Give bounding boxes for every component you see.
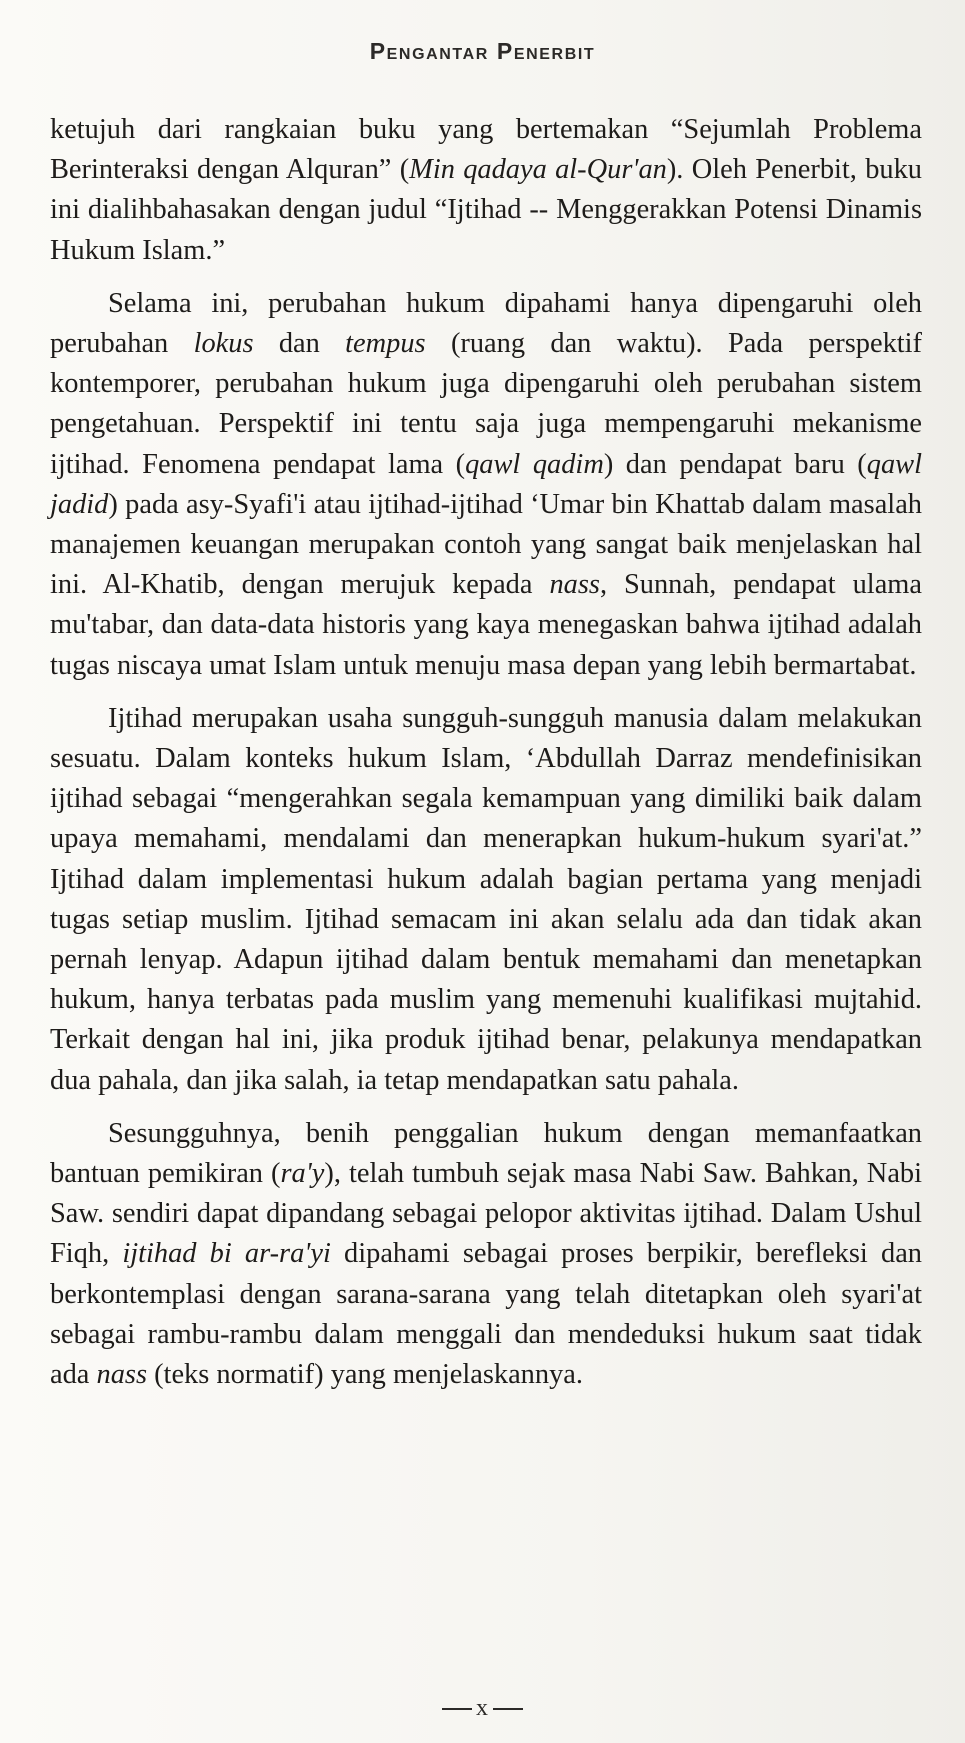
text-run: Sesungguhnya, benih penggalian hukum dengan memanfaatkan bantuan pemikiran ( — [50, 1117, 922, 1190]
text-run: ketujuh dari rangkaian buku yang bertemakan “Sejumlah Problema Berinteraksi dengan Alquran” ( — [50, 114, 922, 186]
italic-term: nass — [96, 1359, 147, 1391]
italic-term: lokus — [193, 328, 254, 360]
italic-term: qawl qadim — [465, 448, 604, 480]
text-run: dan — [253, 328, 346, 360]
italic-term: tempus — [345, 328, 426, 360]
text-run: (teks normatif) yang menjelaskannya. — [147, 1359, 583, 1391]
running-header: Pengantar Penerbit — [369, 38, 596, 64]
text-run: dipahami sebagai proses berpikir, berefleksi dan berkontemplasi dengan sarana-sarana yang telah ditetapkan oleh syari'at sebagai rambu-rambu dalam menggali dan mendeduksi hukum saat tidak ada — [50, 1238, 922, 1391]
folio-dash-right — [493, 1708, 523, 1710]
text-run: ). Oleh Penerbit, buku ini dialihbahasakan dengan judul “Ijtihad -- Menggerakkan Potensi Dinamis Hukum Islam.” — [50, 154, 922, 266]
paragraph — [50, 699, 922, 1101]
paragraph — [50, 1114, 922, 1395]
text-run: Selama ini, perubahan hukum dipahami hanya dipengaruhi oleh perubahan — [50, 287, 922, 360]
body-text — [50, 110, 922, 1395]
italic-term: nass — [549, 569, 600, 601]
italic-term: ra'y — [280, 1158, 325, 1190]
text-run: Ijtihad merupakan usaha sungguh-sungguh manusia dalam melakukan sesuatu. Dalam konteks hukum Islam, ‘Abdullah Darraz mendefinisikan ijtihad sebagai “mengerahkan segala kemampuan yang dimiliki baik dalam upaya memahami, mendalami dan menerapkan hukum-hukum syari'at.” Ijtihad dalam implementasi hukum adalah bagian pertama yang menjadi tugas setiap muslim. Ijtihad semacam ini akan selalu ada dan tidak akan pernah lenyap. Adapun ijtihad dalam bentuk memahami dan menetapkan hukum, hanya terbatas pada muslim yang memenuhi kualifikasi mujtahid. Terkait dengan hal ini, jika produk ijtihad benar, pelakunya mendapatkan dua pahala, dan jika salah, ia tetap mendapatkan satu pahala. — [50, 702, 922, 1096]
italic-term: Min qadaya al-Qur'an — [409, 154, 667, 186]
page-number: x — [476, 1695, 489, 1721]
text-run: (ruang dan waktu). Pada perspektif kontemporer, perubahan hukum juga dipengaruhi oleh perubahan sistem pengetahuan. Perspektif ini tentu saja juga mempengaruhi mekanisme ijtihad. Fenomena pendapat lama ( — [50, 328, 922, 480]
italic-term: qawl jadid — [50, 448, 922, 520]
text-run: , Sunnah, pendapat ulama mu'tabar, dan data-data historis yang kaya menegaskan bahwa ijtihad adalah tugas niscaya umat Islam untuk menuju masa depan yang lebih bermartabat. — [50, 569, 922, 681]
folio-dash-left — [442, 1708, 472, 1710]
text-run: ) dan pendapat baru ( — [603, 448, 867, 480]
paragraph-continuation — [50, 110, 922, 271]
text-run: ), telah tumbuh sejak masa Nabi Saw. Bahkan, Nabi Saw. sendiri dapat dipandang sebagai pelopor aktivitas ijtihad. Dalam Ushul Fiqh, — [50, 1158, 922, 1270]
page-number-folio — [0, 1695, 965, 1722]
italic-term: ijtihad bi ar-ra'yi — [122, 1238, 331, 1270]
paragraph — [50, 284, 922, 686]
text-run: ) pada asy-Syafi'i atau ijtihad-ijtihad ‘Umar bin Khattab dalam masalah manajemen keuangan merupakan contoh yang sangat baik menjelaskan hal ini. Al-Khatib, dengan merujuk kepada — [50, 488, 922, 601]
